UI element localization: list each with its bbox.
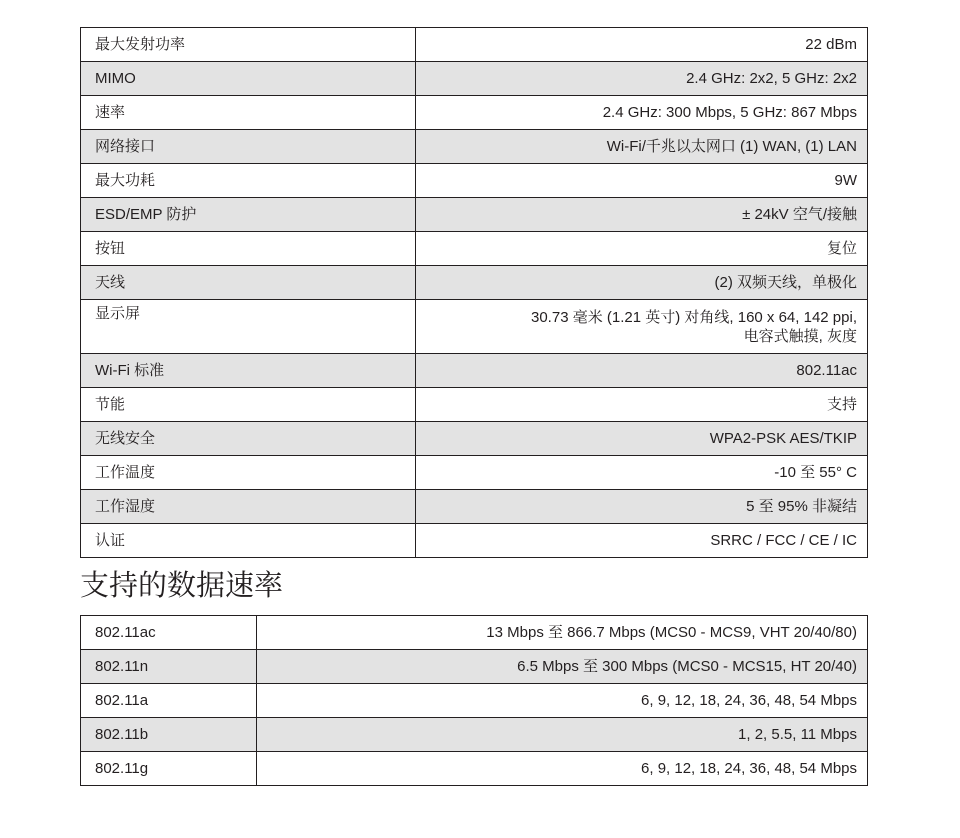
spec-label: 速率 bbox=[81, 96, 416, 130]
rate-value: 6.5 Mbps 至 300 Mbps (MCS0 - MCS15, HT 20/40) bbox=[257, 650, 868, 684]
spec-row-max-tx-power bbox=[81, 28, 868, 62]
specs-table bbox=[80, 27, 868, 558]
spec-value bbox=[416, 300, 868, 354]
rate-label: 802.11n bbox=[81, 650, 257, 684]
rate-label: 802.11g bbox=[81, 752, 257, 786]
spec-value: 支持 bbox=[416, 388, 868, 422]
spec-value: 9W bbox=[416, 164, 868, 198]
rate-value: 1, 2, 5.5, 11 Mbps bbox=[257, 718, 868, 752]
spec-value: 5 至 95% 非凝结 bbox=[416, 490, 868, 524]
rate-value: 6, 9, 12, 18, 24, 36, 48, 54 Mbps bbox=[257, 684, 868, 718]
spec-label: 工作温度 bbox=[81, 456, 416, 490]
rate-label: 802.11b bbox=[81, 718, 257, 752]
spec-value: WPA2-PSK AES/TKIP bbox=[416, 422, 868, 456]
spec-value: 22 dBm bbox=[416, 28, 868, 62]
spec-row-antenna bbox=[81, 266, 868, 300]
rate-row-80211a bbox=[81, 684, 868, 718]
spec-row-display bbox=[81, 300, 868, 354]
rates-table bbox=[80, 615, 868, 786]
rate-label: 802.11ac bbox=[81, 616, 257, 650]
spec-label: 无线安全 bbox=[81, 422, 416, 456]
spec-label: 按钮 bbox=[81, 232, 416, 266]
spec-label: 网络接口 bbox=[81, 130, 416, 164]
spec-label: 天线 bbox=[81, 266, 416, 300]
spec-row-operating-humidity bbox=[81, 490, 868, 524]
spec-label: 工作湿度 bbox=[81, 490, 416, 524]
spec-value: 2.4 GHz: 300 Mbps, 5 GHz: 867 Mbps bbox=[416, 96, 868, 130]
spec-value: (2) 双频天线，单极化 bbox=[416, 266, 868, 300]
spec-label: MIMO bbox=[81, 62, 416, 96]
rate-row-80211n bbox=[81, 650, 868, 684]
rate-value: 13 Mbps 至 866.7 Mbps (MCS0 - MCS9, VHT 20/40/80) bbox=[257, 616, 868, 650]
spec-row-network-interface bbox=[81, 130, 868, 164]
spec-row-wifi-standard bbox=[81, 354, 868, 388]
rate-row-80211b bbox=[81, 718, 868, 752]
spec-label: 认证 bbox=[81, 524, 416, 558]
spec-label: 最大功耗 bbox=[81, 164, 416, 198]
spec-row-rate bbox=[81, 96, 868, 130]
spec-row-power-saving bbox=[81, 388, 868, 422]
rate-label: 802.11a bbox=[81, 684, 257, 718]
rates-heading: 支持的数据速率 bbox=[80, 570, 284, 602]
spec-value: 2.4 GHz: 2x2, 5 GHz: 2x2 bbox=[416, 62, 868, 96]
spec-row-max-power bbox=[81, 164, 868, 198]
spec-value-line-2: 电容式触摸, 灰度 bbox=[743, 327, 857, 345]
spec-row-buttons bbox=[81, 232, 868, 266]
spec-value: -10 至 55° C bbox=[416, 456, 868, 490]
rate-row-80211g bbox=[81, 752, 868, 786]
rate-row-80211ac bbox=[81, 616, 868, 650]
spec-value: ± 24kV 空气/接触 bbox=[416, 198, 868, 232]
spec-value-line-1: 30.73 毫米 (1.21 英寸) 对角线, 160 x 64, 142 ppi, bbox=[531, 308, 857, 326]
spec-row-wireless-security bbox=[81, 422, 868, 456]
spec-value: Wi-Fi/千兆以太网口 (1) WAN, (1) LAN bbox=[416, 130, 868, 164]
spec-label: ESD/EMP 防护 bbox=[81, 198, 416, 232]
spec-row-esd-protection bbox=[81, 198, 868, 232]
spec-row-mimo bbox=[81, 62, 868, 96]
spec-row-operating-temperature bbox=[81, 456, 868, 490]
spec-label: Wi-Fi 标准 bbox=[81, 354, 416, 388]
spec-value: 复位 bbox=[416, 232, 868, 266]
spec-row-certifications bbox=[81, 524, 868, 558]
rate-value: 6, 9, 12, 18, 24, 36, 48, 54 Mbps bbox=[257, 752, 868, 786]
spec-value: 802.11ac bbox=[416, 354, 868, 388]
spec-label: 最大发射功率 bbox=[81, 28, 416, 62]
spec-label: 节能 bbox=[81, 388, 416, 422]
spec-value: SRRC / FCC / CE / IC bbox=[416, 524, 868, 558]
spec-label: 显示屏 bbox=[81, 300, 416, 354]
